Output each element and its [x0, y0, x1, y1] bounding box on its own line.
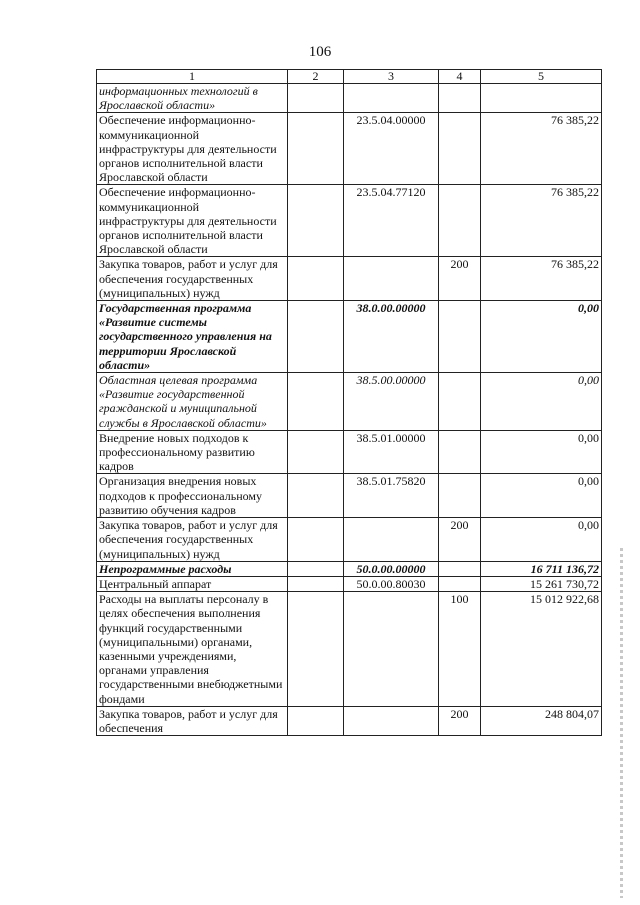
- row-code-cell: [344, 592, 439, 707]
- row-expense-type-cell: [439, 561, 481, 576]
- row-expense-type-cell: 200: [439, 706, 481, 735]
- row-name-cell: Расходы на выплаты персоналу в целях обеспечения выполнения функций государственными (муниципальными) органами, казенными учреждениями, органами управления государственными внебюджетными фондами: [97, 592, 288, 707]
- table-row: [97, 518, 602, 562]
- row-col2-cell: [288, 301, 344, 373]
- row-col2-cell: [288, 592, 344, 707]
- row-code-cell: 38.5.00.00000: [344, 373, 439, 431]
- row-amount-cell: 0,00: [481, 373, 602, 431]
- header-cell-2: 2: [288, 70, 344, 84]
- row-col2-cell: [288, 257, 344, 301]
- row-amount-cell: 0,00: [481, 474, 602, 518]
- row-code-cell: [344, 84, 439, 113]
- row-code-cell: 23.5.04.00000: [344, 113, 439, 185]
- row-name-cell: Организация внедрения новых подходов к профессиональному развитию обучения кадров: [97, 474, 288, 518]
- row-amount-cell: [481, 84, 602, 113]
- row-amount-cell: 76 385,22: [481, 113, 602, 185]
- row-col2-cell: [288, 518, 344, 562]
- table-row: [97, 592, 602, 707]
- row-name-cell: Государственная программа «Развитие системы государственного управления на территории Ярославской области»: [97, 301, 288, 373]
- row-name-cell: Закупка товаров, работ и услуг для обеспечения государственных (муниципальных) нужд: [97, 518, 288, 562]
- table-row: [97, 561, 602, 576]
- row-col2-cell: [288, 576, 344, 591]
- row-expense-type-cell: [439, 430, 481, 474]
- row-amount-cell: 15 261 730,72: [481, 576, 602, 591]
- row-amount-cell: 0,00: [481, 518, 602, 562]
- row-code-cell: [344, 706, 439, 735]
- budget-table: [96, 69, 602, 736]
- row-name-cell: Центральный аппарат: [97, 576, 288, 591]
- row-expense-type-cell: [439, 474, 481, 518]
- page-number: 106: [308, 44, 332, 60]
- row-amount-cell: 0,00: [481, 430, 602, 474]
- header-cell-3: 3: [344, 70, 439, 84]
- row-code-cell: [344, 257, 439, 301]
- row-col2-cell: [288, 373, 344, 431]
- table-row: [97, 474, 602, 518]
- row-name-cell: Обеспечение информационно-коммуникационной инфраструктуры для деятельности органов исполнительной власти Ярославской области: [97, 113, 288, 185]
- header-cell-4: 4: [439, 70, 481, 84]
- row-expense-type-cell: 100: [439, 592, 481, 707]
- row-amount-cell: 248 804,07: [481, 706, 602, 735]
- row-code-cell: 38.0.00.00000: [344, 301, 439, 373]
- row-col2-cell: [288, 430, 344, 474]
- row-expense-type-cell: [439, 185, 481, 257]
- row-code-cell: 50.0.00.00000: [344, 561, 439, 576]
- row-code-cell: 38.5.01.00000: [344, 430, 439, 474]
- row-amount-cell: 76 385,22: [481, 257, 602, 301]
- table-row: [97, 185, 602, 257]
- row-col2-cell: [288, 84, 344, 113]
- row-col2-cell: [288, 185, 344, 257]
- row-expense-type-cell: [439, 373, 481, 431]
- row-col2-cell: [288, 474, 344, 518]
- row-name-cell: Обеспечение информационно-коммуникационной инфраструктуры для деятельности органов исполнительной власти Ярославской области: [97, 185, 288, 257]
- row-col2-cell: [288, 113, 344, 185]
- table-row: [97, 84, 602, 113]
- row-amount-cell: 15 012 922,68: [481, 592, 602, 707]
- row-col2-cell: [288, 706, 344, 735]
- table-row: [97, 113, 602, 185]
- row-name-cell: Закупка товаров, работ и услуг для обеспечения: [97, 706, 288, 735]
- row-name-cell: Закупка товаров, работ и услуг для обеспечения государственных (муниципальных) нужд: [97, 257, 288, 301]
- row-expense-type-cell: 200: [439, 257, 481, 301]
- row-expense-type-cell: [439, 84, 481, 113]
- row-expense-type-cell: 200: [439, 518, 481, 562]
- header-row: [97, 70, 602, 84]
- row-name-cell: Внедрение новых подходов к профессиональному развитию кадров: [97, 430, 288, 474]
- scan-edge-artifact: [620, 548, 623, 898]
- row-code-cell: 50.0.00.80030: [344, 576, 439, 591]
- table-row: [97, 301, 602, 373]
- table-row: [97, 706, 602, 735]
- row-code-cell: [344, 518, 439, 562]
- row-amount-cell: 76 385,22: [481, 185, 602, 257]
- row-amount-cell: 16 711 136,72: [481, 561, 602, 576]
- table-row: [97, 373, 602, 431]
- row-name-cell: Областная целевая программа «Развитие государственной гражданской и муниципальной службы в Ярославской области»: [97, 373, 288, 431]
- row-code-cell: 23.5.04.77120: [344, 185, 439, 257]
- row-col2-cell: [288, 561, 344, 576]
- header-cell-1: 1: [97, 70, 288, 84]
- row-amount-cell: 0,00: [481, 301, 602, 373]
- row-expense-type-cell: [439, 576, 481, 591]
- row-code-cell: 38.5.01.75820: [344, 474, 439, 518]
- table-row: [97, 576, 602, 591]
- row-name-cell: информационных технологий в Ярославской области»: [97, 84, 288, 113]
- header-cell-5: 5: [481, 70, 602, 84]
- row-expense-type-cell: [439, 301, 481, 373]
- row-name-cell: Непрограммные расходы: [97, 561, 288, 576]
- row-expense-type-cell: [439, 113, 481, 185]
- table-row: [97, 430, 602, 474]
- table-row: [97, 257, 602, 301]
